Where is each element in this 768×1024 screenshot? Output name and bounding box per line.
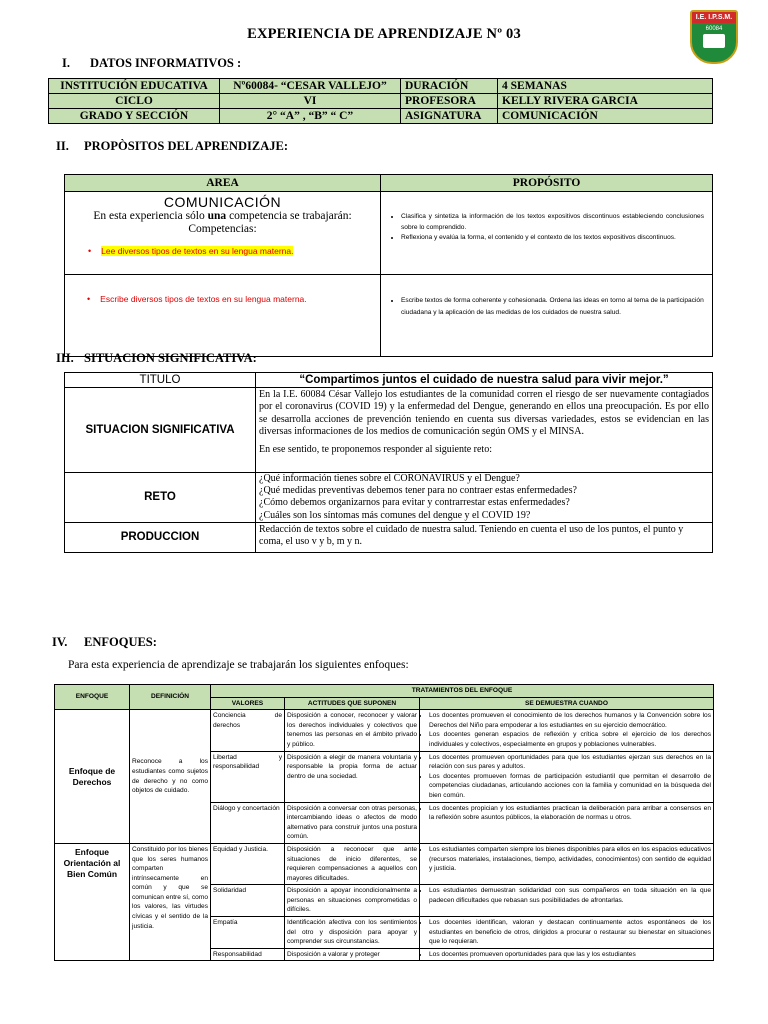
situacion-reto: En ese sentido, te proponemos responder al siguiente reto: <box>259 443 492 455</box>
demuestra-item: • Los docentes promueven oportunidades para que los estudiantes ejerzan sus derechos en la relación con sus pares y adultos. <box>429 753 711 772</box>
table-cell: 2° “A” , “B” “ C” <box>220 109 401 124</box>
table-row <box>55 710 714 751</box>
competencia-text: Lee diversos tipos de textos en su lengua materna. <box>101 246 294 256</box>
actitud-cell: Disposición a valorar y proteger <box>285 948 420 961</box>
actitud-cell: Disposición a elegir de manera voluntaria y responsable la propia forma de actuar dentro de una sociedad. <box>285 751 420 802</box>
valor-cell: Libertad y responsabilidad <box>211 751 285 802</box>
table-row <box>49 79 713 94</box>
proposito-item: • Reflexiona y evalúa la forma, el contenido y el contexto de los textos expositivos discontinuos. <box>401 233 704 244</box>
row-label: PRODUCCION <box>65 522 256 552</box>
table-row <box>65 388 713 473</box>
school-logo <box>690 10 738 64</box>
table-cell: PROFESORA <box>401 94 498 109</box>
competencia-text: Escribe diversos tipos de textos en su lengua materna. <box>100 294 307 304</box>
actitud-cell: Disposición a conocer, reconocer y valorar los derechos individuales y colectivos que tenemos las personas en el ámbito privado y público. <box>285 710 420 751</box>
intro-text: competencia se trabajarán: <box>229 210 352 222</box>
valor-cell: Equidad y Justicia. <box>211 843 285 884</box>
table-row <box>65 473 713 523</box>
table-cell: Nº60084- “CESAR VALLEJO” <box>220 79 401 94</box>
demuestra-item: • Los estudiantes comparten siempre los bienes disponibles para ellos en los espacios educativos (recursos materiales, instalaciones, tiempo, actividades, conocimientos) con sentido de equidad y justicia. <box>429 845 711 874</box>
bullet-icon: • <box>88 246 92 256</box>
page-title: EXPERIENCIA DE APRENDIZAJE Nº 03 <box>247 26 521 42</box>
section-title: ENFOQUES: <box>84 635 157 649</box>
demuestra-cell <box>420 802 714 843</box>
row-label: SITUACION SIGNIFICATIVA <box>65 388 256 473</box>
proposito-cell <box>381 275 713 357</box>
section-number: I. <box>62 56 70 70</box>
table-row <box>65 175 713 192</box>
row-label: RETO <box>65 473 256 523</box>
enfoque-definition: Reconoce a los estudiantes como sujetos de derecho y no como objetos de cuidado. <box>130 710 211 844</box>
table-row <box>65 522 713 552</box>
demuestra-item: • Los docentes promueven el conocimiento de los derechos humanos y la Convención sobre los Derechos del Niño para empoderar a los estudiantes en su ejercicio democrático. <box>429 711 711 730</box>
section-number: II. <box>56 139 69 153</box>
table-cell: COMUNICACIÓN <box>498 109 713 124</box>
datos-table <box>48 78 713 124</box>
section-title: DATOS INFORMATIVOS : <box>90 56 242 70</box>
reto-question: ¿Cómo debemos organizarnos para evitar y contrarrestar estas enfermedades? <box>259 497 570 509</box>
enfoque-name: Enfoque de Derechos <box>55 710 130 844</box>
column-header: VALORES <box>211 697 285 710</box>
actitud-cell: Disposición a apoyar incondicionalmente a personas en situaciones comprometidas o difíciles. <box>285 885 420 917</box>
demuestra-cell <box>420 843 714 884</box>
area-name: COMUNICACIÓN <box>163 194 282 210</box>
valor-cell: Conciencia de derechos <box>211 710 285 751</box>
table-row <box>49 94 713 109</box>
column-header: ENFOQUE <box>55 685 130 710</box>
demuestra-item: • Los docentes promueven oportunidades para que las y los estudiantes <box>429 950 711 960</box>
valor-cell: Diálogo y concertación <box>211 802 285 843</box>
table-cell: DURACIÓN <box>401 79 498 94</box>
competencia-item <box>88 241 379 259</box>
table-row <box>49 109 713 124</box>
table-cell: 4 SEMANAS <box>498 79 713 94</box>
table-cell: GRADO Y SECCIÓN <box>49 109 220 124</box>
enfoque-name: Enfoque Orientación al Bien Común <box>55 843 130 961</box>
logo-number: 60084 <box>705 26 723 32</box>
competencias-label: Competencias: <box>188 223 257 235</box>
enfoque-definition: Constituido por los bienes que los seres humanos comparten intrínsecamente en común y que se comunican entre sí, como los valores, las virtudes cívicas y el sentido de la justicia. <box>130 843 211 961</box>
proposito-item: • Escribe textos de forma coherente y cohesionada. Ordena las ideas en torno al tema de la participación ciudadana y la aplicación de las medidas de los cuidados de nuestra salud. <box>401 295 704 318</box>
demuestra-cell <box>420 885 714 917</box>
demuestra-cell <box>420 948 714 961</box>
enfoques-table <box>54 684 714 961</box>
column-header: PROPÓSITO <box>381 175 713 192</box>
section-3-heading <box>56 351 257 366</box>
section-title: SITUACION SIGNIFICATIVA: <box>84 351 257 365</box>
reto-question: ¿Qué medidas preventivas debemos tener para no contraer estas enfermedades? <box>259 485 577 497</box>
area-cell <box>65 275 381 357</box>
situacion-text: En la I.E. 60084 César Vallejo los estudiantes de la comunidad corren el riesgo de ser nuevamente contagiados por el coronavirus (COVID 19) y la enfermedad del Dengue, generando en ellos una preocupación. Es por ello se desarrolla acciones de prevención teniendo en cuenta sus diversas variedades, estos se evidencian en las diversas informaciones de los medios de comunicación según OMS y el MINSA. <box>259 389 709 438</box>
book-icon <box>703 34 725 48</box>
demuestra-item: • Los docentes propician y los estudiantes practican la deliberación para arribar a consensos en la reflexión sobre asuntos públicos, la elaboración de normas u otros. <box>429 804 711 823</box>
area-cell <box>65 192 381 275</box>
table-row <box>65 275 713 357</box>
intro-bold: una <box>207 210 227 222</box>
enfoques-intro: Para esta experiencia de aprendizaje se trabajarán los siguientes enfoques: <box>68 659 409 671</box>
logo-text: I.E. I.P.S.M. <box>692 12 736 23</box>
demuestra-item: • Los docentes promueven formas de participación estudiantil que permitan el desarrollo de competencias ciudadanas, articulando acciones con la familia y comunidad en la búsqueda del bien común. <box>429 772 711 801</box>
valor-cell: Solidaridad <box>211 885 285 917</box>
actitud-cell: Identificación afectiva con los sentimientos del otro y disposición para apoyar y comprender sus circunstancias. <box>285 917 420 949</box>
section-title: PROPÒSITOS DEL APRENDIZAJE: <box>84 139 288 153</box>
demuestra-item: • Los estudiantes demuestran solidaridad con sus compañeros en toda situación en la que padecen dificultades que rebasan sus posibilidades de afrontarlas. <box>429 886 711 905</box>
column-header: DEFINICIÓN <box>130 685 211 710</box>
row-label: TITULO <box>65 373 256 388</box>
produccion-text: Redacción de textos sobre el cuidado de nuestra salud. Teniendo en cuenta el uso de los puntos, el punto y coma, el uso v y b, m y n. <box>256 522 713 552</box>
reto-cell <box>256 473 713 523</box>
demuestra-cell <box>420 917 714 949</box>
table-row <box>65 373 713 388</box>
table-cell: KELLY RIVERA GARCIA <box>498 94 713 109</box>
actitud-cell: Disposición a reconocer que ante situaciones de inicio diferentes, se requieren compensaciones a aquellos con mayores dificultades. <box>285 843 420 884</box>
table-row <box>65 192 713 275</box>
section-number: IV. <box>52 635 68 649</box>
situacion-cell <box>256 388 713 473</box>
demuestra-cell <box>420 710 714 751</box>
table-cell: ASIGNATURA <box>401 109 498 124</box>
demuestra-cell <box>420 751 714 802</box>
intro-text: En esta experiencia sólo <box>93 210 205 222</box>
propositos-table <box>64 174 713 357</box>
area-intro <box>66 210 379 223</box>
table-cell: INSTITUCIÓN EDUCATIVA <box>49 79 220 94</box>
reto-question: ¿Qué información tienes sobre el CORONAVIRUS y el Dengue? <box>259 473 520 484</box>
table-cell: VI <box>220 94 401 109</box>
section-4-heading <box>52 635 157 650</box>
column-header: ACTITUDES QUE SUPONEN <box>285 697 420 710</box>
proposito-item: • Clasifica y sintetiza la información de los textos expositivos discontinuos estableciendo conclusiones sobre lo comprendido. <box>401 212 704 233</box>
section-1-heading <box>62 56 241 71</box>
section-number: III. <box>56 351 74 365</box>
section-2-heading <box>56 139 288 154</box>
column-header: AREA <box>65 175 381 192</box>
actitud-cell: Disposición a conversar con otras personas, intercambiando ideas o afectos de modo alternativo para construir juntos una postura común. <box>285 802 420 843</box>
table-cell: CICLO <box>49 94 220 109</box>
table-row <box>55 685 714 698</box>
proposito-cell <box>381 192 713 275</box>
valor-cell: Responsabilidad <box>211 948 285 961</box>
situacion-table <box>64 372 713 553</box>
valor-cell: Empatía <box>211 917 285 949</box>
table-row <box>55 843 714 884</box>
column-header: TRATAMIENTOS DEL ENFOQUE <box>211 685 714 698</box>
demuestra-item: • Los docentes identifican, valoran y destacan continuamente actos espontáneos de los estudiantes en beneficio de otros, dirigidos a procurar o restaurar su bienestar en situaciones que lo requieran. <box>429 918 711 947</box>
titulo-value: “Compartimos juntos el cuidado de nuestra salud para vivir mejor.” <box>256 373 713 388</box>
bullet-icon: • <box>87 294 91 304</box>
demuestra-item: • Los docentes generan espacios de reflexión y crítica sobre el ejercicio de los derechos individuales y colectivos, especialmente en grupos y poblaciones vulnerables. <box>429 730 711 749</box>
column-header: SE DEMUESTRA CUANDO <box>420 697 714 710</box>
reto-question: ¿Cuáles son los síntomas más comunes del dengue y el COVID 19? <box>259 509 531 521</box>
